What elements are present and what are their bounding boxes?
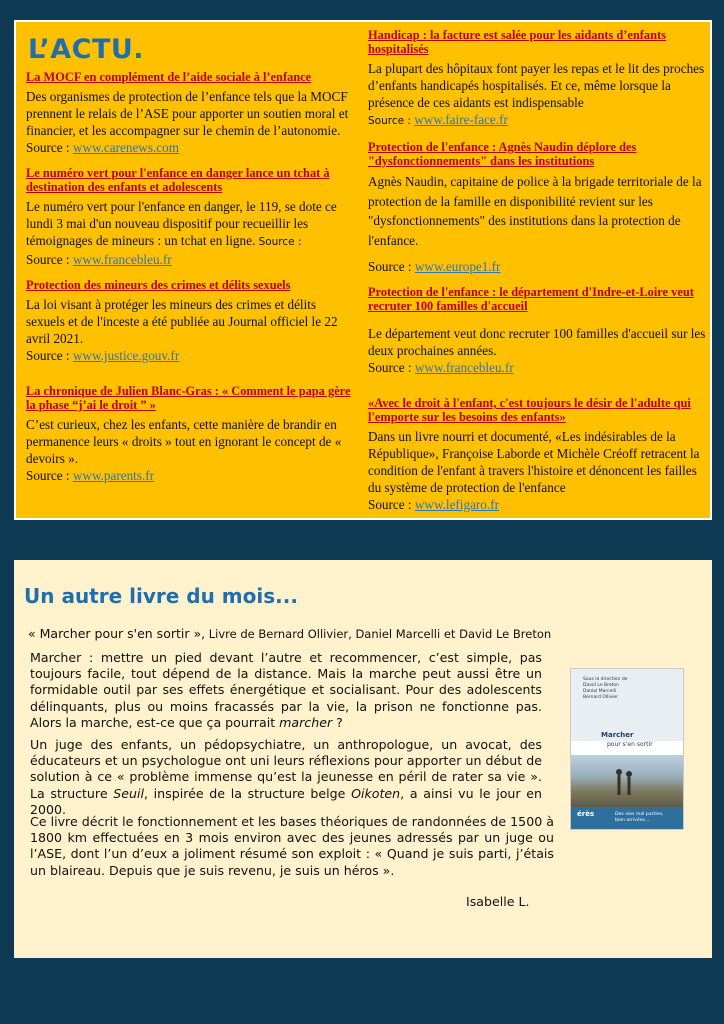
- article-headline[interactable]: Protection des mineurs des crimes et délits sexuels: [26, 278, 291, 292]
- article-body: Des organismes de protection de l’enfance tels que la MOCF prennent le relais de l’ASE pour apporter un soutien moral et financier, et les accompagner sur le chemin de l’autonomie.: [26, 89, 349, 138]
- text-run: , inspirée de la structure belge: [143, 785, 352, 801]
- actu-right-column: [368, 28, 708, 523]
- inline-source-label: Source :: [258, 236, 302, 248]
- hikers-illustration: [571, 755, 684, 807]
- book-section: [14, 560, 712, 958]
- text-run: , a ainsi vu le jour en 2000.: [30, 785, 542, 817]
- article-headline[interactable]: Protection de l'enfance : Agnès Naudin déplore des "dysfonctionnements" dans les institutions: [368, 140, 637, 168]
- cover-author-line: Bernard Ollivier: [583, 695, 619, 700]
- article-headline[interactable]: Protection de l'enfance : le département d'Indre-et-Loire veut recruter 100 familles d'accueil: [368, 285, 694, 313]
- article-body: La plupart des hôpitaux font payer les repas et le lit des proches d’enfants handicapés hospitalisés. Et ce, même lorsque la présence de ces aidants est indispensable: [368, 61, 705, 110]
- article-chronique: [26, 384, 358, 484]
- article-body: Agnès Naudin, capitaine de police à la brigade territoriale de la protection de la famille en disponibilité revient sur les "dysfonctionnements" des institutions dans la protection de l'enfance.: [368, 174, 702, 248]
- cover-tagline: [615, 812, 663, 824]
- cover-author-line: David Le Breton: [583, 683, 620, 688]
- article-source: [26, 139, 358, 156]
- article-headline[interactable]: Le numéro vert pour l'enfance en danger lance un tchat à destination des enfants et adolescents: [26, 166, 330, 194]
- book-paragraph: [30, 650, 542, 731]
- source-label: Source :: [26, 252, 73, 267]
- cover-title: Marcher: [601, 731, 634, 739]
- article-droit-enfant: [368, 396, 708, 513]
- book-reference: [28, 626, 551, 641]
- source-label: Source :: [368, 115, 415, 127]
- book-cover-image: [570, 668, 684, 830]
- source-link[interactable]: www.carenews.com: [72, 140, 179, 155]
- source-link[interactable]: www.parents.fr: [72, 468, 155, 483]
- source-link[interactable]: www.europe1.fr: [414, 259, 501, 274]
- source-label: Source :: [368, 497, 415, 512]
- cover-subtitle: pour s'en sortir: [607, 741, 653, 748]
- book-description: [30, 650, 542, 824]
- article-body: Le département veut donc recruter 100 familles d'accueil sur les deux prochaines années.: [368, 326, 706, 358]
- article-source: [368, 258, 708, 275]
- book-ref-authors: Livre de Bernard Ollivier, Daniel Marcelli et David Le Breton: [205, 627, 552, 641]
- article-protection-mineurs: [26, 278, 358, 364]
- article-headline[interactable]: La chronique de Julien Blanc-Gras : « Comment le papa gère la phase “j’ai le droit ” »: [26, 384, 351, 412]
- source-link[interactable]: www.francebleu.fr: [414, 360, 514, 375]
- article-handicap: [368, 28, 708, 130]
- article-source: [26, 347, 358, 364]
- article-source: [368, 359, 708, 376]
- article-numero-vert: [26, 166, 358, 268]
- cover-publisher: érès: [577, 810, 595, 818]
- source-link[interactable]: www.francebleu.fr: [72, 252, 172, 267]
- article-body: Dans un livre nourri et documenté, «Les indésirables de la République», Françoise Laborde et Michèle Créoff retracent la condition de l'enfant à travers l'histoire et dénoncent les failles du système de protection de l'enfance: [368, 429, 700, 495]
- cover-author-line: Daniel Marcelli: [583, 689, 617, 694]
- emphasis: Oikoten: [351, 785, 401, 801]
- article-source: [368, 111, 708, 130]
- source-link[interactable]: www.lefigaro.fr: [414, 497, 499, 512]
- source-label: Source :: [368, 360, 415, 375]
- cover-authors: [583, 677, 627, 701]
- source-link[interactable]: www.faire-face.fr: [414, 112, 508, 127]
- article-indre-et-loire: [368, 285, 708, 376]
- text-run: Marcher : mettre un pied devant l’autre et recommencer, c’est simple, pas toujours facile, tout dépend de la distance. Mais la marche peut aussi être un formidable outil par ses effets énergétique et socialisant. Pour des adolescents délinquants, plus ou moins fracassés par la vie, la prison ne fonctionne pas. Alors la marche, est-ce que ça pourrait: [30, 650, 542, 730]
- source-label: Source :: [26, 140, 73, 155]
- source-label: Source :: [26, 348, 73, 363]
- article-naudin: [368, 140, 708, 275]
- text-run: ?: [332, 714, 343, 730]
- cover-author-line: Sous la direction de: [583, 677, 628, 682]
- book-paragraph: [30, 737, 542, 818]
- actu-left-column: [26, 70, 358, 494]
- article-headline[interactable]: La MOCF en complément de l’aide sociale à l’enfance: [26, 70, 312, 84]
- article-headline[interactable]: «Avec le droit à l'enfant, c'est toujours le désir de l'adulte qui l'emporte sur les besoins des enfants»: [368, 396, 691, 424]
- article-source: [26, 467, 358, 484]
- text-run: Un juge des enfants, un pédopsychiatre, un anthropologue, un avocat, des éducateurs et un psychologue ont uni leurs réflexions pour apporter un début de solution à ce « problème immense qu’est la jeunesse en péril de rater sa vie ». La structure: [30, 737, 542, 801]
- article-body-text: Le numéro vert pour l'enfance en danger, le 119, se dote ce lundi 3 mai d'un nouveau dispositif pour recueillir les témoignages de mineurs : un tchat en ligne.: [26, 199, 337, 248]
- article-headline[interactable]: Handicap : la facture est salée pour les aidants d’enfants hospitalisés: [368, 28, 666, 56]
- book-section-title: Un autre livre du mois...: [24, 584, 298, 608]
- source-link[interactable]: www.justice.gouv.fr: [72, 348, 180, 363]
- source-label: Source :: [368, 259, 415, 274]
- cover-tagline-line: bien arrivées...: [615, 818, 650, 823]
- article-body: C’est curieux, chez les enfants, cette manière de brandir en permanence leurs « droits » tout en ignorant le concept de « devoirs ».: [26, 417, 342, 466]
- book-ref-title: « Marcher pour s'en sortir »,: [28, 626, 206, 641]
- cover-tagline-line: Des vies mal parties,: [615, 812, 664, 817]
- emphasis: Seuil: [113, 785, 144, 801]
- article-mocf: [26, 70, 358, 156]
- article-body: La loi visant à protéger les mineurs des crimes et délits sexuels et de l'inceste a été publiée au Journal officiel le 22 avril 2021.: [26, 297, 338, 346]
- source-label: Source :: [26, 468, 73, 483]
- signature: Isabelle L.: [466, 894, 530, 909]
- emphasis: marcher: [279, 714, 333, 730]
- article-body: [26, 198, 358, 251]
- book-paragraph: Ce livre décrit le fonctionnement et les bases théoriques de randonnées de 1500 à 1800 km effectuées en 3 mois environ avec des jeunes adressés par un juge ou l’ASE, dont l’un d’eux a joliment résumé son exploit : « Quand je suis parti, j’étais un blaireau. Depuis que je suis revenu, je suis un héros ».: [30, 814, 554, 878]
- actu-section: [14, 20, 712, 520]
- actu-title: L’ACTU.: [28, 34, 145, 65]
- article-source: [26, 251, 358, 268]
- cover-photo: [571, 755, 684, 807]
- article-source: [368, 496, 708, 513]
